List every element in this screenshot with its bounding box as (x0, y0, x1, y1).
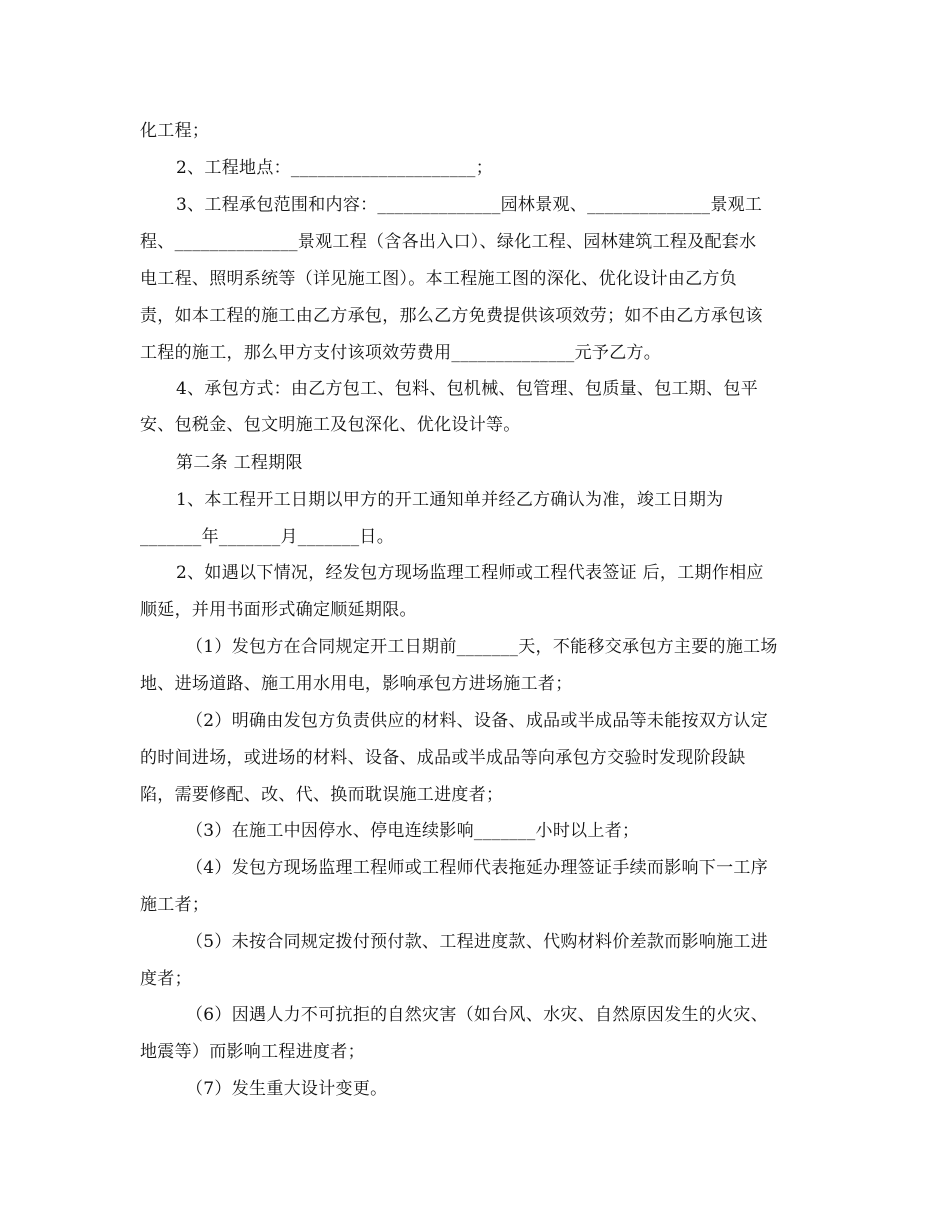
text-line: 陷，需要修配、改、代、换而耽误施工进度者； (140, 785, 504, 805)
text-line: 责，如本工程的施工由乙方承包，那么乙方免费提供该项效劳；如不由乙方承包该 (140, 306, 763, 326)
text-line: （3）在施工中因停水、停电连续影响_______小时以上者； (186, 821, 640, 841)
text-line: 电工程、照明系统等（详见施工图）。本工程施工图的深化、优化设计由乙方负 (140, 269, 737, 289)
text-line: 安、包税金、包文明施工及包深化、优化设计等。 (140, 415, 521, 435)
text-line: （6）因遇人力不可抗拒的自然灾害（如台风、水灾、自然原因发生的火灾、 (186, 1005, 769, 1025)
text-line: 程、______________景观工程（含各出入口）、绿化工程、园林建筑工程及配套水 (140, 232, 757, 252)
text-line: 化工程； (140, 121, 210, 141)
text-line: （4）发包方现场监理工程师或工程师代表拖延办理签证手续而影响下一工序 (186, 858, 769, 878)
text-line: _______年_______月_______日。 (140, 527, 394, 547)
text-line: 施工者； (140, 895, 210, 915)
text-line: 1、本工程开工日期以甲方的开工通知单并经乙方确认为准，竣工日期为 (176, 490, 724, 510)
text-line: 2、如遇以下情况，经发包方现场监理工程师或工程代表签证 后，工期作相应 (176, 563, 764, 583)
text-line: 工程的施工，那么甲方支付该项效劳费用______________元予乙方。 (140, 343, 662, 363)
text-line: （5）未按合同规定拨付预付款、工程进度款、代购材料价差款而影响施工进 (186, 932, 769, 952)
text-line: 地震等）而影响工程进度者； (140, 1042, 365, 1062)
text-line: 3、工程承包范围和内容：______________园林景观、______________景观工 (176, 195, 763, 215)
text-line: 顺延，并用书面形式确定顺延期限。 (140, 600, 417, 620)
section-heading: 第二条 工程期限 (176, 453, 303, 473)
text-line: （7）发生重大设计变更。 (186, 1079, 388, 1099)
text-line: 的时间进场，或进场的材料、设备、成品或半成品等向承包方交验时发现阶段缺 (140, 748, 746, 768)
text-line: （2）明确由发包方负责供应的材料、设备、成品或半成品等未能按双方认定 (186, 711, 769, 731)
text-line: （1）发包方在合同规定开工日期前_______天，不能移交承包方主要的施工场 (186, 637, 778, 657)
text-line: 4、承包方式：由乙方包工、包料、包机械、包管理、包质量、包工期、包平 (176, 379, 759, 399)
text-line: 度者； (140, 969, 192, 989)
text-line: 地、进场道路、施工用水用电，影响承包方进场施工者； (140, 674, 573, 694)
text-line: 2、工程地点：_____________________； (176, 158, 494, 178)
